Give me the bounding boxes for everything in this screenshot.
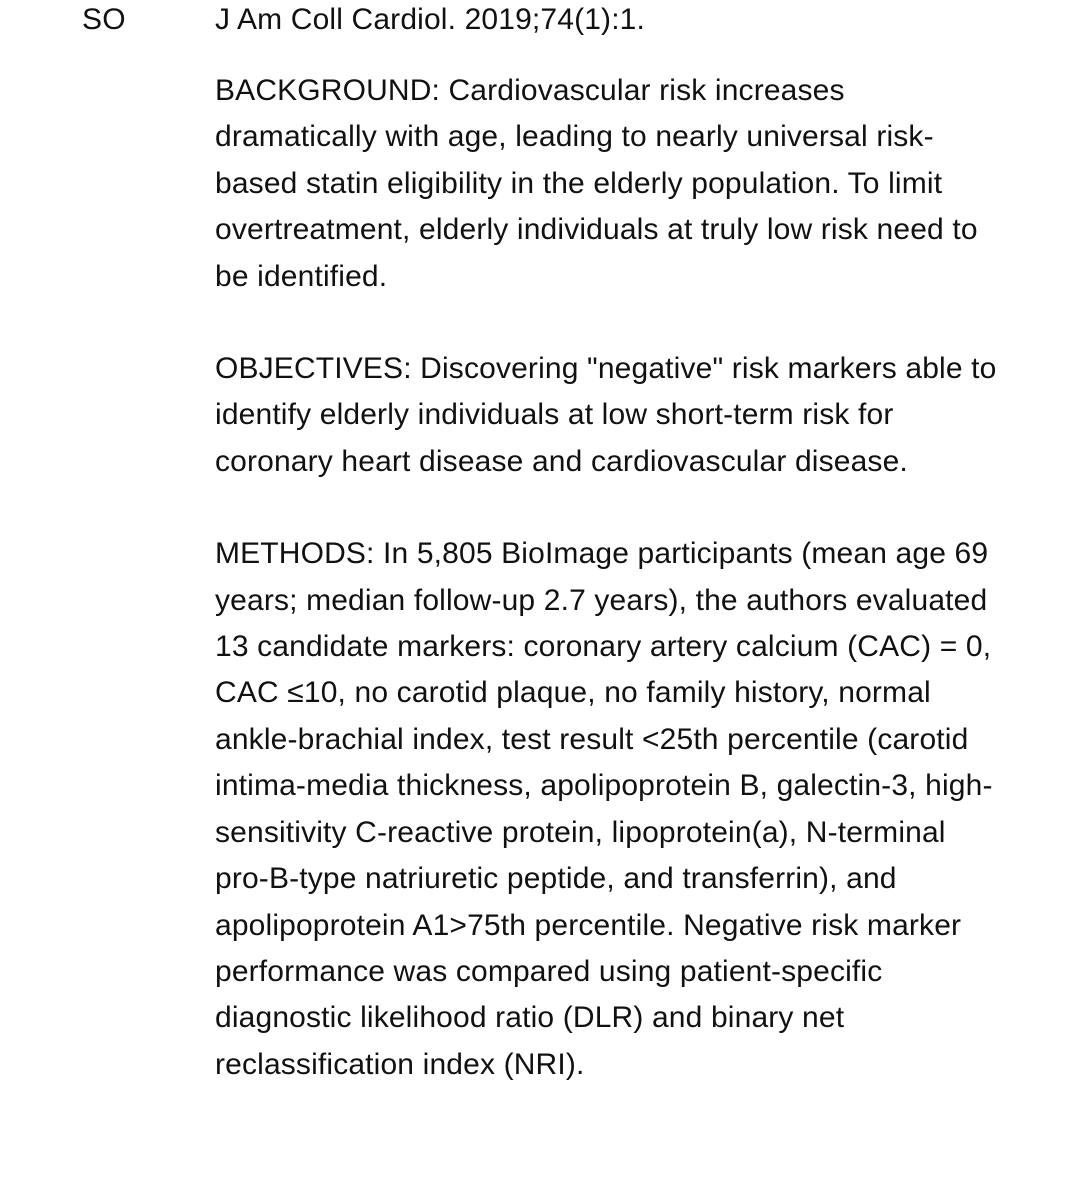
paragraph-spacer [215, 485, 1005, 531]
journal-citation: J Am Coll Cardiol. 2019;74(1):1. [215, 3, 645, 36]
abstract-background: BACKGROUND: Cardiovascular risk increases dramatically with age, leading to nearly universal risk-based statin eligibility in the elderly population. To limit overtreatment, elderly individuals at truly low risk need to be identified. [215, 74, 978, 293]
abstract-objectives: OBJECTIVES: Discovering "negative" risk markers able to identify elderly individuals at low short-term risk for coronary heart disease and cardiovascular disease. [215, 352, 997, 478]
field-label-so: SO [82, 3, 126, 36]
field-content [215, 0, 1005, 1088]
abstract-methods: METHODS: In 5,805 BioImage participants (mean age 69 years; median follow-up 2.7 years), the authors evaluated 13 candidate markers: coronary artery calcium (CAC) = 0, CAC ≤10, no carotid plaque, no family history, normal ankle-brachial index, test result <25th percentile (carotid intima-media thickness, apolipoprotein B, galectin-3, high-sensitivity C-reactive protein, lipoprotein(a), N-terminal pro-B-type natriuretic peptide, and transferrin), and apolipoprotein A1>75th percentile. Negative risk marker performance was compared using patient-specific diagnostic likelihood ratio (DLR) and binary net reclassification index (NRI). [215, 537, 993, 1081]
paragraph-spacer [215, 300, 1005, 346]
